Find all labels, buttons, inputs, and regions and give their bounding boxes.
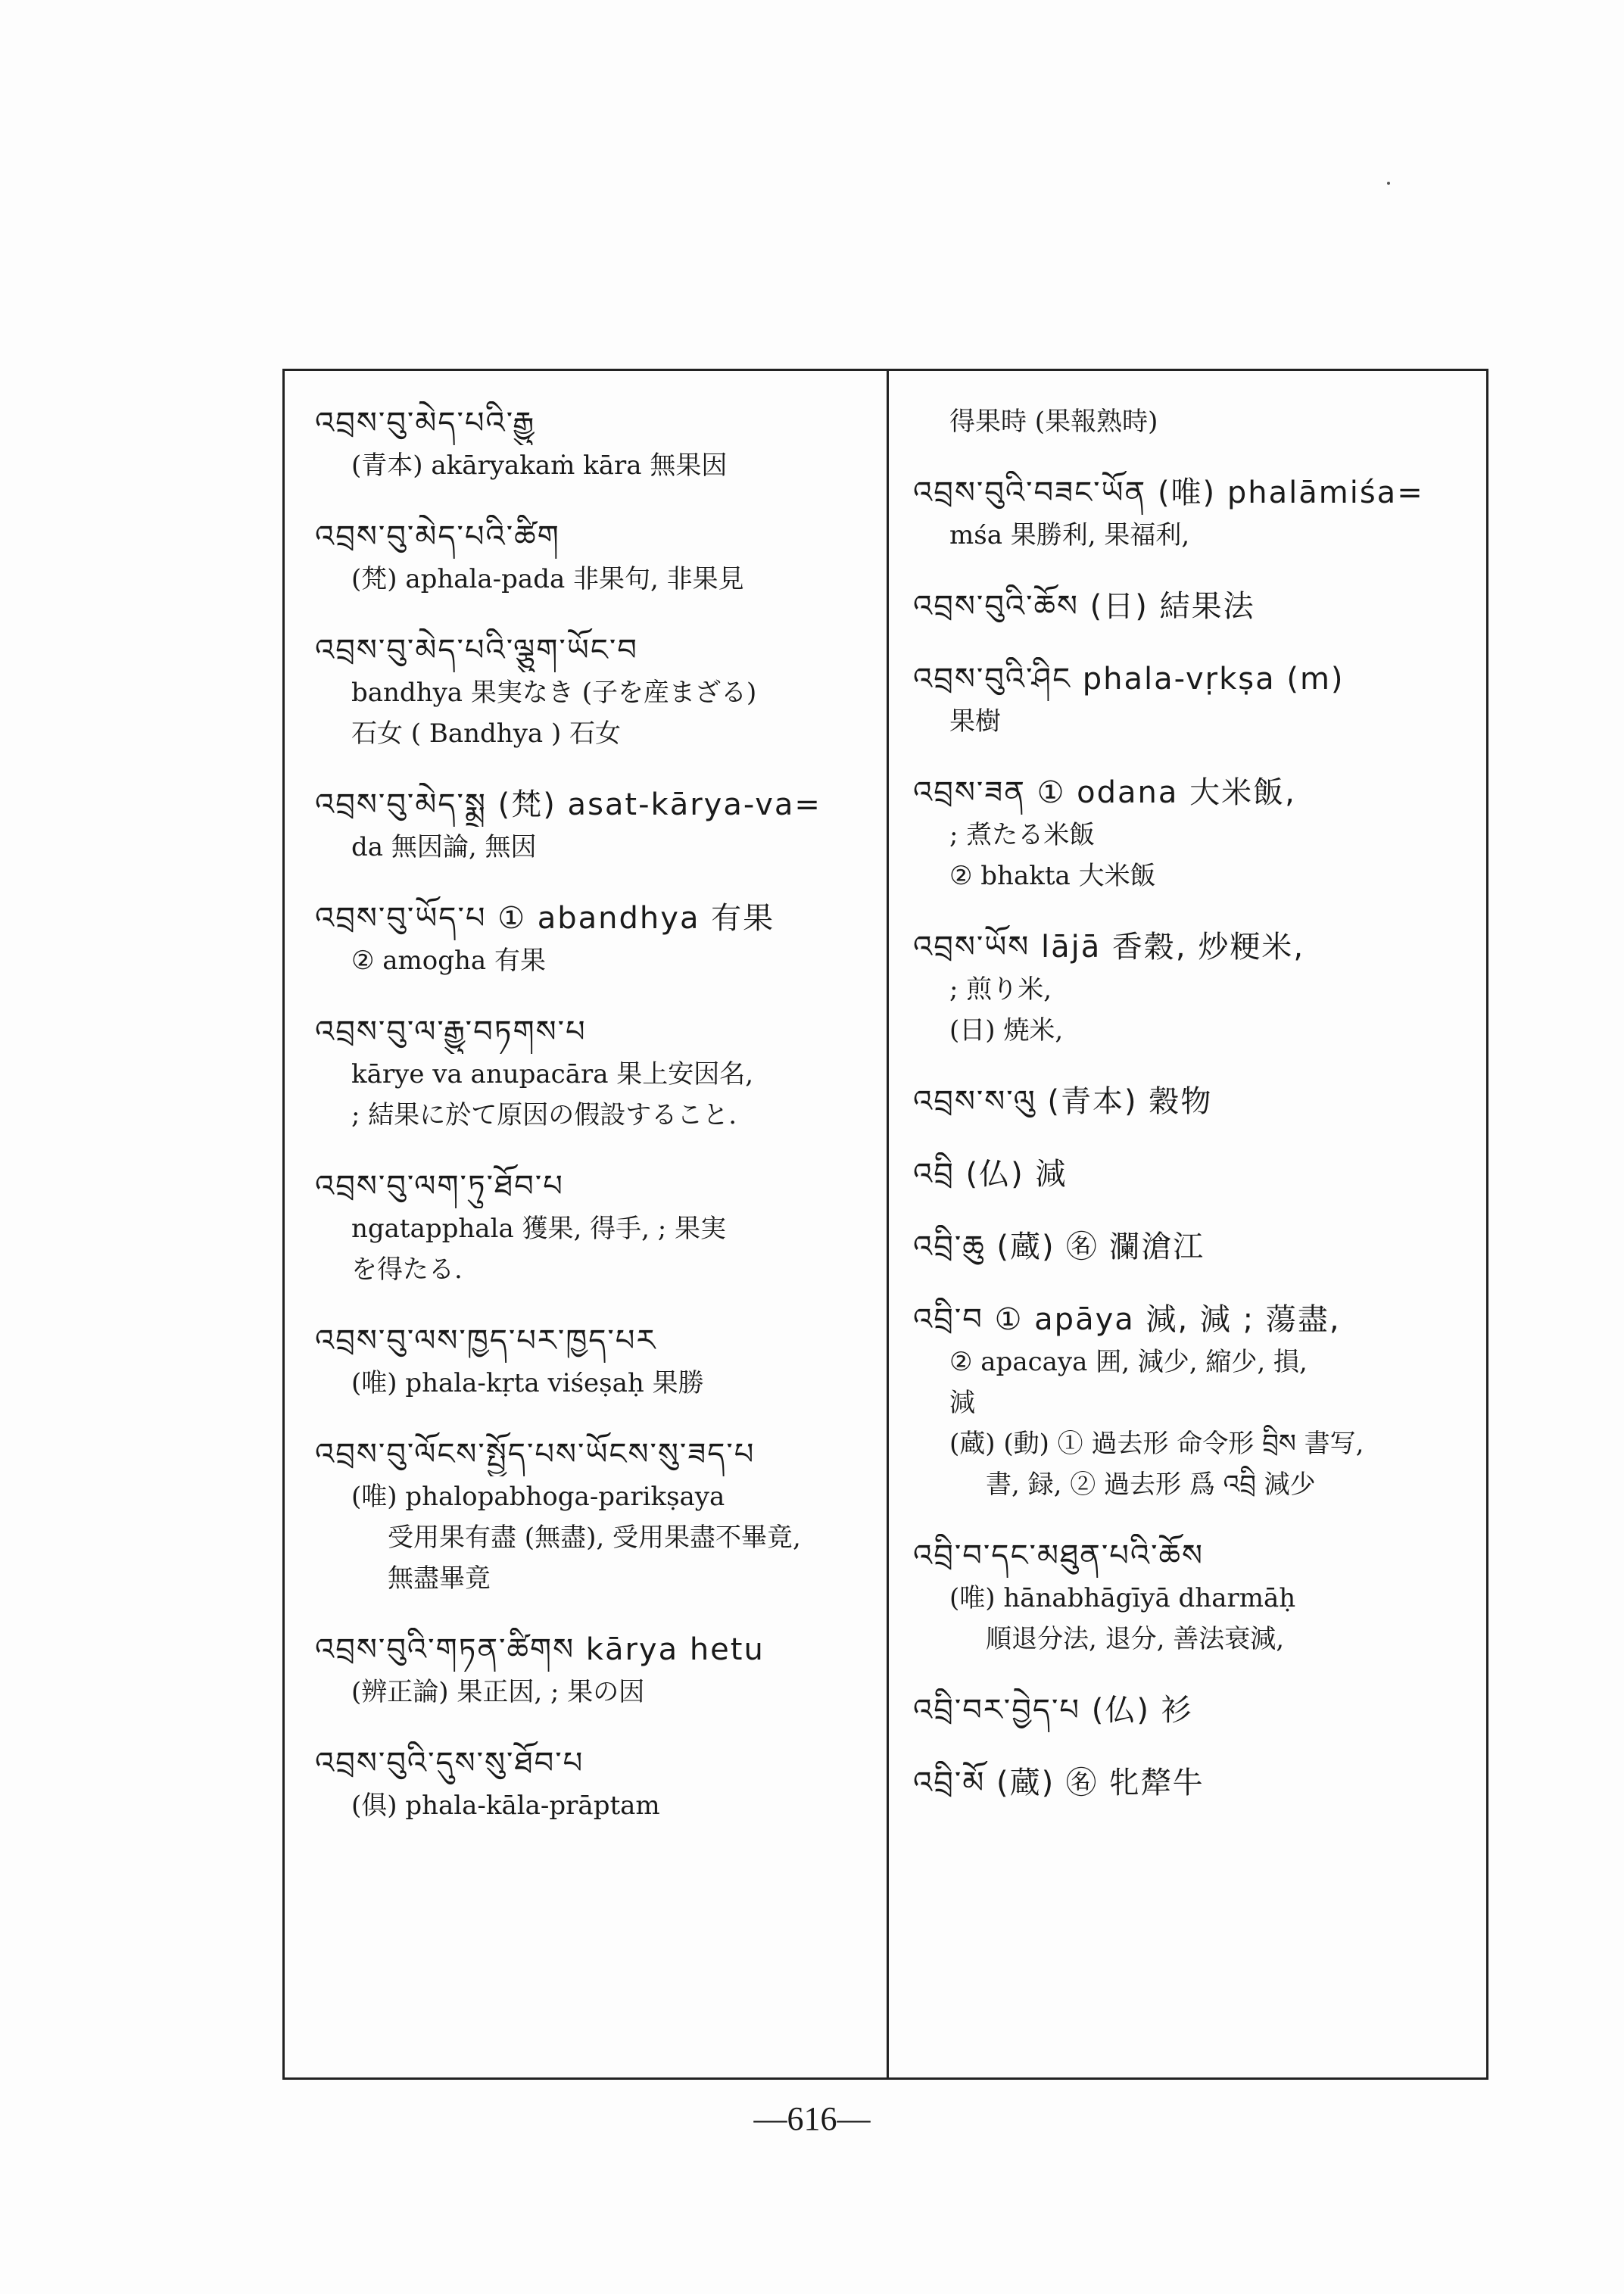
entry-headword: འབྲས་བུ་ལོངས་སྤྱོད་པས་ཡོངས་སུ་ཟད་པ — [315, 1437, 756, 1472]
entry-headword: འབྲས་བུ་ཡོད་པ ① abandhya 有果 — [315, 901, 775, 936]
dictionary-entry — [913, 1298, 1466, 1505]
entry-headword: འབྲས་བུའི་དུས་སུ་ཐོབ་པ — [315, 1746, 584, 1781]
dictionary-entry — [315, 1432, 868, 1599]
entry-definition-line: ; 煎り米, — [949, 974, 1052, 1005]
entry-headword: འབྲས་བུ་མེད་པའི་རྒྱུ — [315, 406, 536, 441]
entry-headword: འབྲི་བར་བྱེད་པ (仏) 衫 — [913, 1693, 1193, 1728]
entry-definition-line: (辨正論) 果正因, ; 果の因 — [351, 1677, 645, 1707]
entry-headword: འབྲས་བུ་མེད་པའི་ཚིག — [315, 519, 560, 554]
dictionary-entry — [913, 1688, 1466, 1732]
entry-definition-line: ② apacaya 囲, 減少, 縮少, 損, — [949, 1347, 1308, 1377]
entry-headword: འབྲས་ཟན ① odana 大米飯, — [913, 775, 1296, 810]
dictionary-entry — [913, 401, 1466, 442]
entry-definition-line: ngatapphala 獲果, 得手, ; 果実 — [351, 1214, 727, 1244]
entry-definition-line: ; 煮たる米飯 — [949, 820, 1096, 850]
entry-headword: འབྲི་བ་དང་མཐུན་པའི་ཆོས — [913, 1538, 1204, 1573]
entry-definition-line: 順退分法, 退分, 善法衰減, — [986, 1624, 1285, 1654]
entry-headword: འབྲས་བུ་ལས་ཁྱད་པར་ཁྱད་པར — [315, 1323, 657, 1358]
dictionary-entry — [913, 925, 1466, 1051]
entry-definition-line: ② bhakta 大米飯 — [949, 861, 1156, 891]
entry-headword: འབྲས་བུ་མེད་པའི་ལྕུག་ཡོང་བ — [315, 633, 638, 668]
entry-definition-line: mśa 果勝利, 果福利, — [949, 520, 1190, 550]
entry-definition-line: (唯) hānabhāgīyā dharmāḥ — [949, 1583, 1296, 1613]
entry-definition-line: (蔵) (動) ① 過去形 命令形 བྲིས 書写, — [949, 1429, 1364, 1459]
dictionary-entry — [315, 1164, 868, 1290]
right-column — [913, 401, 1466, 1834]
entry-headword: འབྲས་བུའི་ཤིང phala-vṛkṣa (m) — [913, 662, 1345, 697]
dictionary-entry — [913, 1080, 1466, 1124]
entry-headword: འབྲས་བུ་ལ་རྒྱུ་བཏགས་པ — [315, 1015, 587, 1049]
dictionary-entry — [315, 1741, 868, 1826]
entry-definition-line: (日) 焼米, — [949, 1015, 1064, 1046]
entry-definition-line: kārye va anupacāra 果上安因名, — [351, 1059, 754, 1089]
entry-definition-line: 受用果有盡 (無盡), 受用果盡不畢竟, — [388, 1523, 801, 1553]
entry-definition-line: da 無因論, 無因 — [351, 832, 537, 862]
entry-definition-line: (唯) phalopabhoga-parikṣaya — [351, 1482, 725, 1512]
entry-headword: འབྲས་བུའི་བཟང་ཡོན (唯) phalāmiśa= — [913, 475, 1424, 510]
page-number: —616— — [753, 2100, 871, 2137]
entry-headword: འབྲི (仏) 減 — [913, 1157, 1068, 1192]
entry-definition-line: bandhya 果実なき (子を産まざる) — [351, 678, 757, 708]
entry-definition-line: 得果時 (果報熟時) — [949, 407, 1158, 437]
dictionary-entry — [315, 896, 868, 981]
entry-definition-line: 書, 録, ② 過去形 爲 འབྲི 減少 — [986, 1470, 1316, 1500]
dictionary-entry — [315, 1319, 868, 1404]
entry-definition-line: (梵) aphala-pada 非果句, 非果見 — [351, 564, 744, 594]
dictionary-entry — [315, 515, 868, 600]
dictionary-frame — [282, 369, 1488, 2080]
dictionary-entry — [913, 1534, 1466, 1660]
dictionary-entry — [913, 471, 1466, 556]
entry-definition-line: ② amogha 有果 — [351, 946, 547, 976]
dictionary-entry — [913, 1761, 1466, 1805]
entry-definition-line: 無盡畢竟 — [388, 1563, 491, 1594]
entry-headword: འབྲས་བུ་མེད་སྨྲ (梵) asat-kārya-va= — [315, 787, 821, 822]
dictionary-entry — [913, 1152, 1466, 1196]
stray-mark — [1387, 182, 1390, 185]
entry-definition-line: (青本) akāryakaṁ kāra 無果因 — [351, 450, 728, 481]
entry-headword: འབྲས་བུ་ལག་ཏུ་ཐོབ་པ — [315, 1169, 564, 1204]
entry-definition-line: 石女 ( Bandhya ) 石女 — [351, 718, 622, 749]
entry-headword: འབྲས་ས་ལུ (青本) 穀物 — [913, 1084, 1213, 1119]
dictionary-entry — [315, 628, 868, 754]
dictionary-entry — [913, 657, 1466, 742]
entry-definition-line: 果樹 — [949, 706, 1001, 737]
entry-headword: འབྲི་མོ (蔵) ㊔ 牝犛牛 — [913, 1766, 1205, 1800]
entry-definition-line: 減 — [949, 1388, 975, 1418]
dictionary-entry — [315, 401, 868, 486]
entry-definition-line: (唯) phala-kṛta viśeṣaḥ 果勝 — [351, 1368, 704, 1398]
left-column — [315, 401, 868, 1855]
entry-headword: འབྲི་བ ① apāya 減, 減 ; 蕩盡, — [913, 1302, 1341, 1337]
dictionary-entry — [315, 783, 868, 868]
entry-headword: འབྲས་བུའི་གཏན་ཚིགས kārya hetu — [315, 1632, 765, 1667]
column-divider — [887, 371, 889, 2077]
dictionary-entry — [913, 584, 1466, 628]
entry-headword: འབྲི་ཆུ (蔵) ㊔ 瀾滄江 — [913, 1230, 1205, 1264]
entry-definition-line: ; 結果に於て原因の假設すること. — [351, 1100, 737, 1130]
entry-headword: འབྲས་ཡོས lājā 香穀, 炒粳米, — [913, 930, 1305, 965]
dictionary-entry — [315, 1628, 868, 1713]
entry-definition-line: (俱) phala-kāla-prāptam — [351, 1791, 660, 1821]
dictionary-entry — [913, 1225, 1466, 1269]
entry-definition-line: を得たる. — [351, 1255, 463, 1285]
dictionary-entry — [913, 771, 1466, 896]
dictionary-entry — [315, 1010, 868, 1136]
entry-headword: འབྲས་བུའི་ཆོས (日) 結果法 — [913, 589, 1255, 624]
